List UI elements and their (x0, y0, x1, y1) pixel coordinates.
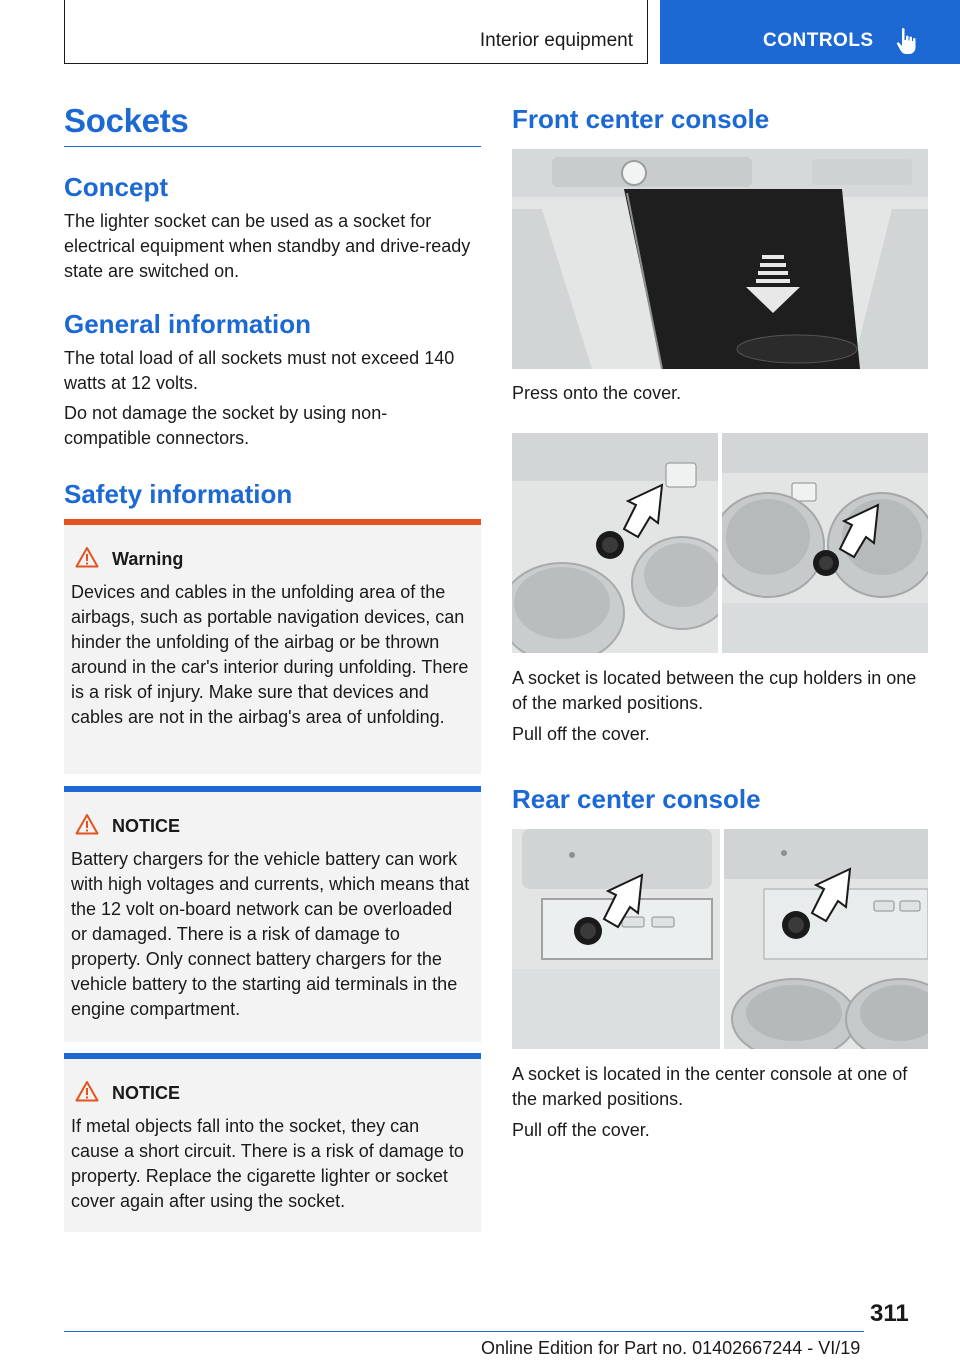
front-socket-position-photo-1 (512, 433, 718, 653)
general-info-text-1: The total load of all sockets must not exceed 140 watts at 12 volts. (64, 348, 455, 393)
page-title: Sockets (64, 102, 189, 139)
general-info-heading: General information (64, 309, 312, 339)
front-console-cover-photo (512, 149, 928, 369)
notice-triangle-icon (75, 813, 99, 835)
concept-heading: Concept (64, 172, 168, 202)
header-chapter-tab[interactable] (660, 0, 960, 64)
warning-title: Warning (112, 549, 184, 569)
notice-triangle-icon (75, 1080, 99, 1102)
hand-pointer-icon (896, 27, 918, 55)
title-divider (64, 146, 481, 147)
front-caption-1: Press onto the cover. (512, 383, 682, 403)
rear-caption-1: A socket is located in the center console at one of the marked positions. (512, 1064, 908, 1109)
notice-title-2: NOTICE (112, 1083, 181, 1103)
notice-text-2: If metal objects fall into the socket, they can cause a short circuit. There is a risk of damage to property. Replace the cigarette lighter or socket cover again after using the socket. (71, 1116, 464, 1211)
safety-info-heading: Safety information (64, 479, 293, 509)
concept-text: The lighter socket can be used as a socket for electrical equipment when standby and drive-ready state are switched on. (64, 211, 471, 281)
rear-socket-position-photo-1 (512, 829, 720, 1049)
footer-divider (64, 1331, 864, 1332)
header-section-box (64, 0, 648, 64)
notice-bar-2 (64, 1053, 481, 1059)
page-number: 311 (870, 1300, 909, 1327)
notice-text-1: Battery chargers for the vehicle battery can work with high voltages and currents, which means that the 12 volt on-board network can be overloaded or damaged. There is a risk of damage to property. Only connect battery chargers for the vehicle battery to the starting aid terminals in the engine compartment. (71, 849, 470, 1019)
warning-box (64, 519, 481, 774)
rear-console-heading: Rear center console (512, 784, 761, 814)
warning-triangle-icon (75, 546, 99, 568)
notice-title-1: NOTICE (112, 816, 181, 836)
warning-bar (64, 519, 481, 525)
header-chapter-title: CONTROLS (763, 30, 874, 51)
header-section-title: Interior equipment (479, 30, 633, 51)
notice-bar-1 (64, 786, 481, 792)
general-info-text-2: Do not damage the socket by using non-compatible connectors. (64, 403, 388, 448)
warning-text: Devices and cables in the unfolding area of the airbags, such as portable navigation devices, can hinder the unfolding of the airbag or be thrown around in the car's interior during unfolding. There is a risk of injury. Make sure that devices and cables are not in the airbag's area of unfolding. (71, 582, 469, 727)
notice-box-1 (64, 786, 481, 1042)
front-console-heading: Front center console (512, 104, 770, 134)
notice-box-2 (64, 1053, 481, 1232)
front-caption-2: A socket is located between the cup holders in one of the marked positions. (512, 668, 917, 713)
front-socket-position-photo-2 (722, 433, 928, 653)
rear-caption-2: Pull off the cover. (512, 1120, 650, 1140)
front-caption-3: Pull off the cover. (512, 724, 650, 744)
footer-edition-text: Online Edition for Part no. 01402667244 - VI/19 (481, 1338, 861, 1358)
rear-socket-position-photo-2 (724, 829, 928, 1049)
